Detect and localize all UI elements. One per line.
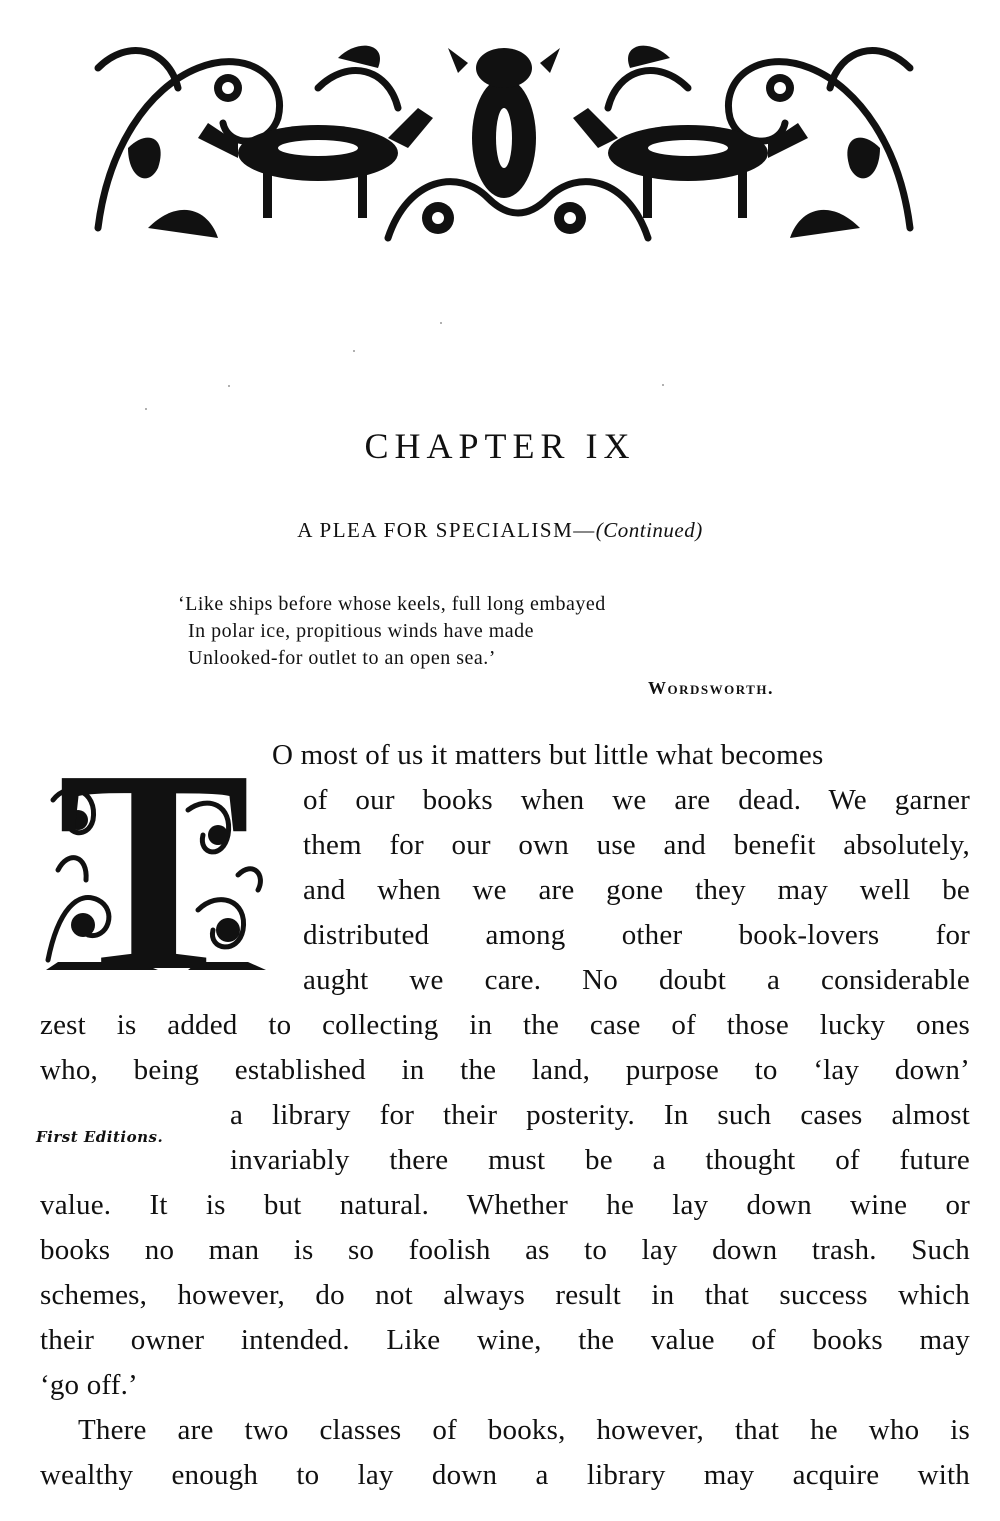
epigraph [178, 591, 606, 672]
text-line: aught we care. No doubt a considerable [303, 964, 970, 996]
text-line: There are two classes of books, however, that he who is [78, 1414, 970, 1446]
epigraph-line: Unlooked-for outlet to an open sea.’ [188, 647, 496, 669]
text-line: value. It is but natural. Whether he lay down wine or [40, 1189, 970, 1221]
text-line: schemes, however, do not always result in that success which [40, 1279, 970, 1311]
epigraph-attribution: Wordsworth. [648, 678, 774, 698]
margin-note: First Editions. [36, 1128, 164, 1146]
text-line: of our books when we are dead. We garner [303, 784, 970, 816]
decorated-initial-T-icon [38, 740, 270, 976]
chapter-subtitle [0, 518, 1000, 543]
text-line: distributed among other book-lovers for [303, 919, 970, 951]
floral-animal-headpiece-icon [88, 28, 920, 256]
text-line: zest is added to collecting in the case of those lucky ones [40, 1009, 970, 1041]
epigraph-line: ‘Like ships before whose keels, full long embayed [178, 593, 606, 615]
drop-cap-letter: T [57, 740, 251, 976]
chapter-title: CHAPTER IX [364, 426, 636, 466]
text-line: wealthy enough to lay down a library may acquire with [40, 1459, 970, 1491]
text-line: and when we are gone they may well be [303, 874, 970, 906]
subtitle-continued: (Continued) [595, 518, 703, 542]
subtitle-text: A PLEA FOR SPECIALISM— [297, 518, 596, 542]
text-line: books no man is so foolish as to lay down trash. Such [40, 1234, 970, 1266]
text-line: their owner intended. Like wine, the value of books may [40, 1324, 970, 1356]
text-line: invariably there must be a thought of future [230, 1144, 970, 1176]
text-line: ‘go off.’ [40, 1369, 138, 1401]
text-line: them for our own use and benefit absolutely, [303, 829, 970, 861]
epigraph-line: In polar ice, propitious winds have made [188, 620, 535, 642]
text-line: O most of us it matters but little what becomes [272, 739, 824, 771]
text-line: who, being established in the land, purpose to ‘lay down’ [40, 1054, 970, 1086]
text-line: a library for their posterity. In such cases almost [230, 1099, 970, 1131]
